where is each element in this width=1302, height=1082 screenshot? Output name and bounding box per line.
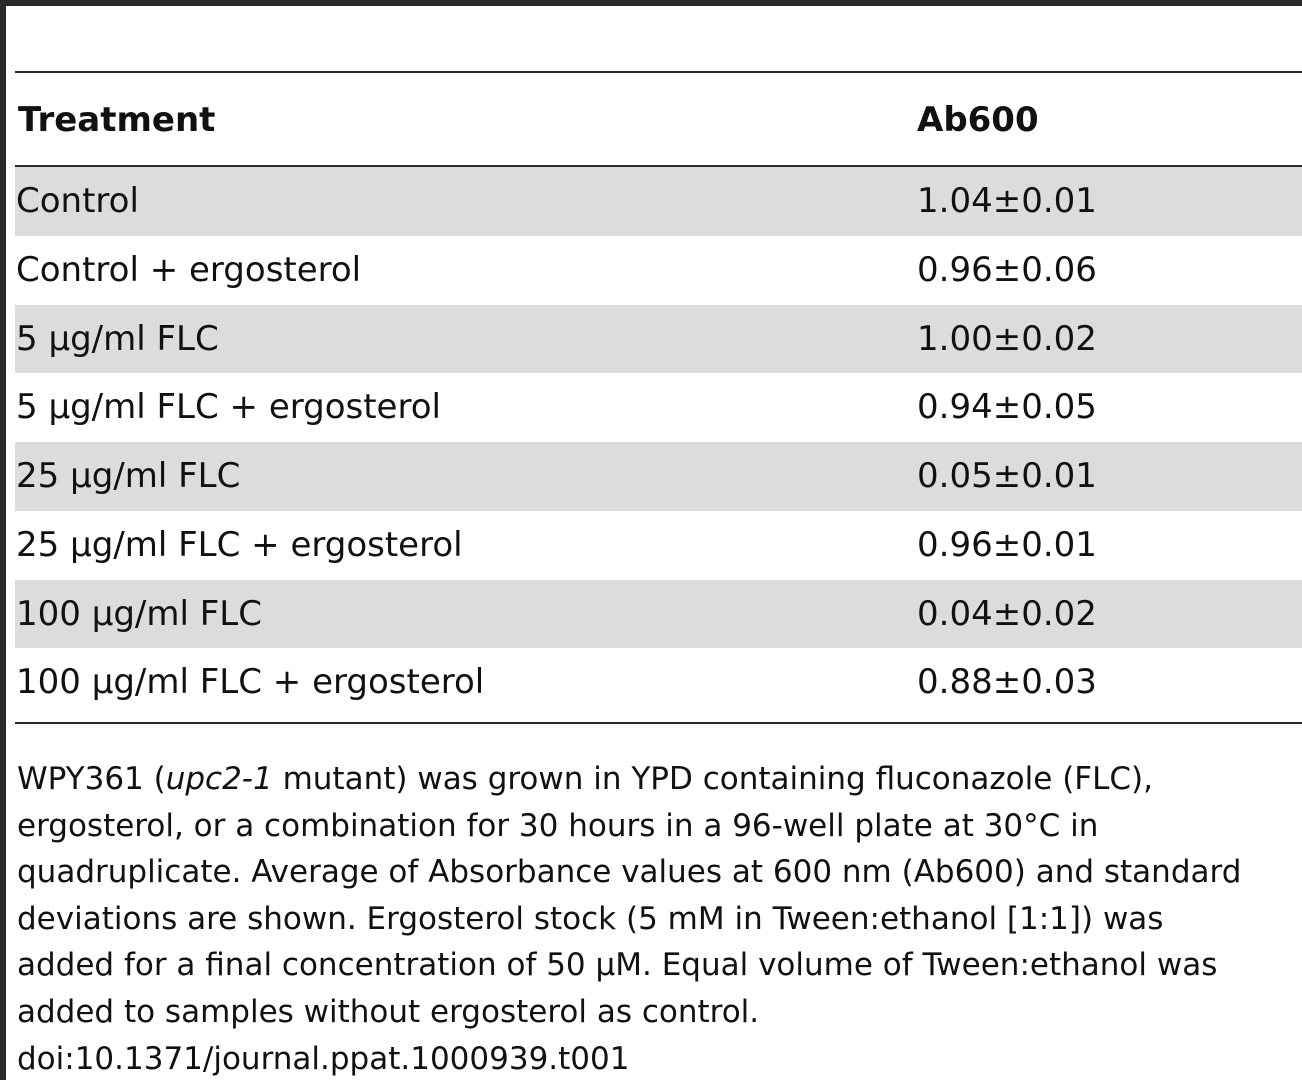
treatment-cell: Control bbox=[16, 181, 139, 221]
table-header-row bbox=[15, 95, 1302, 145]
treatment-cell: 100 µg/ml FLC + ergosterol bbox=[16, 662, 485, 703]
ab600-cell: 1.04±0.01 bbox=[917, 181, 1097, 221]
caption-line: deviations are shown. Ergosterol stock (5 mM in Tween:ethanol [1:1]) was bbox=[17, 900, 1164, 937]
table-row bbox=[15, 648, 1302, 717]
table-row bbox=[15, 580, 1302, 649]
treatment-cell: 25 µg/ml FLC bbox=[16, 456, 241, 496]
treatment-cell: 5 µg/ml FLC bbox=[16, 318, 219, 359]
ab600-cell: 0.96±0.01 bbox=[917, 524, 1097, 565]
doi-link[interactable]: doi:10.1371/journal.ppat.1000939.t001 bbox=[17, 1040, 630, 1077]
table-top-rule bbox=[15, 71, 1302, 73]
table-caption bbox=[17, 756, 1301, 1082]
treatment-cell: 100 µg/ml FLC bbox=[16, 593, 262, 634]
left-border-rule bbox=[0, 0, 6, 1080]
table-row bbox=[15, 236, 1302, 305]
ab600-cell: 0.04±0.02 bbox=[917, 593, 1097, 634]
ab600-cell: 0.05±0.01 bbox=[917, 456, 1097, 496]
ab600-cell: 0.88±0.03 bbox=[917, 662, 1097, 703]
header-treatment: Treatment bbox=[18, 100, 216, 140]
top-border-rule bbox=[0, 0, 1302, 6]
caption-line: added for a final concentration of 50 µM. Equal volume of Tween:ethanol was bbox=[17, 947, 1218, 984]
caption-italic-strain: upc2-1 bbox=[165, 761, 273, 797]
ab600-cell: 0.96±0.06 bbox=[917, 249, 1097, 290]
caption-line bbox=[17, 756, 1301, 803]
ab600-cell: 1.00±0.02 bbox=[917, 318, 1097, 359]
table-bottom-rule bbox=[15, 722, 1302, 724]
treatment-cell: 5 µg/ml FLC + ergosterol bbox=[16, 387, 441, 428]
table-row bbox=[15, 305, 1302, 374]
header-ab600: Ab600 bbox=[917, 100, 1039, 140]
caption-text: mutant) was grown in YPD containing fluconazole (FLC), bbox=[272, 761, 1153, 797]
treatment-cell: Control + ergosterol bbox=[16, 249, 362, 290]
caption-line: quadruplicate. Average of Absorbance values at 600 nm (Ab600) and standard bbox=[17, 854, 1242, 891]
treatment-cell: 25 µg/ml FLC + ergosterol bbox=[16, 524, 463, 565]
caption-line: added to samples without ergosterol as control. bbox=[17, 993, 760, 1030]
table-row bbox=[15, 511, 1302, 580]
ab600-cell: 0.94±0.05 bbox=[917, 387, 1097, 428]
caption-text: WPY361 ( bbox=[17, 761, 166, 797]
table-row bbox=[15, 167, 1302, 236]
table-row bbox=[15, 442, 1302, 511]
table-row bbox=[15, 373, 1302, 442]
caption-line: ergosterol, or a combination for 30 hours in a 96-well plate at 30°C in bbox=[17, 807, 1099, 844]
table-body bbox=[15, 167, 1302, 717]
